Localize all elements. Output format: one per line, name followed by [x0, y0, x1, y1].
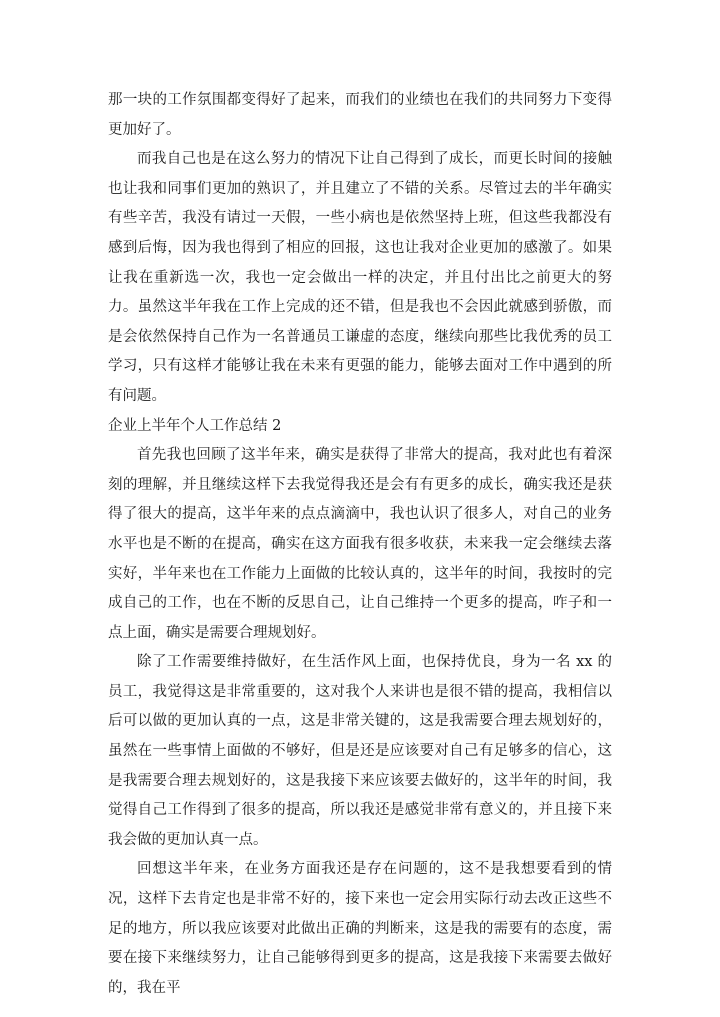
paragraph-reflection: 回想这半年来，在业务方面我还是存在问题的，这不是我想要看到的情况，这样下去肯定也是非常不好的，接下来也一定会用实际行动去改正这些不足的地方，所以我应该要对此做出正确的判断来，这是我的需要有的态度，需要在接下来继续努力，让自己能够得到更多的提高，这是我接下来需要去做好的，我在平 [108, 861, 612, 996]
paragraph-review: 首先我也回顾了这半年来，确实是获得了非常大的提高，我对此也有着深刻的理解，并且继续这样下去我觉得我还是会有有更多的成长，确实我还是获得了很大的提高，这半年来的点点滴滴中，我也认识了很多人，对自己的业务水平也是不断的在提高，确实在这方面我有很多收获，未来我一定会继续去落实好，半年来也在工作能力上面做的比较认真的，这半年的时间，我按时的完成自己的工作，也在不断的反思自己，让自己维持一个更多的提高，咋子和一点上面，确实是需要合理规划好。 [108, 447, 612, 641]
section-heading: 企业上半年个人工作总结 2 [108, 417, 282, 434]
paragraph-lifestyle: 除了工作需要维持做好，在生活作风上面，也保持优良，身为一名 xx 的员工，我觉得这是非常重要的，这对我个人来讲也是很不错的提高，我相信以后可以做的更加认真的一点，这是非常关键的，这是我需要合理去规划好的，虽然在一些事情上面做的不够好，但是还是应该要对自己有足够多的信心，这是我需要合理去规划好的，这是我接下来应该要去做好的，这半年的时间，我觉得自己工作得到了很多的提高，所以我还是感觉非常有意义的，并且接下来我会做的更加认真一点。 [108, 654, 612, 848]
paragraph-growth: 而我自己也是在这么努力的情况下让自己得到了成长，而更长时间的接触也让我和同事们更加的熟识了，并且建立了不错的关系。尽管过去的半年确实有些辛苦，我没有请过一天假，一些小病也是依然坚持上班，但这些我都没有感到后悔，因为我也得到了相应的回报，这也让我对企业更加的感激了。如果让我在重新选一次，我也一定会做出一样的决定，并且付出比之前更大的努力。虽然这半年我在工作上完成的还不错，但是我也不会因此就感到骄傲，而是会依然保持自己作为一名普通员工谦虚的态度，继续向那些比我优秀的员工学习，只有这样才能够让我在未来有更强的能力，能够去面对工作中遇到的所有问题。 [108, 151, 612, 404]
document-page [108, 86, 612, 1003]
paragraph-continuation: 那一块的工作氛围都变得好了起来，而我们的业绩也在我们的共同努力下变得更加好了。 [108, 92, 612, 138]
